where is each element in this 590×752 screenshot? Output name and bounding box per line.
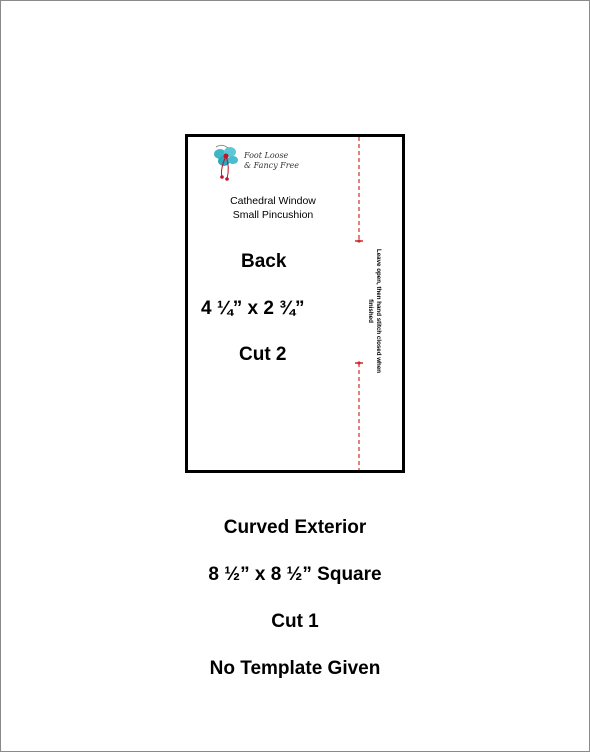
piece-name: Back <box>241 251 287 272</box>
logo-text-line2: & Fancy Free <box>244 161 299 170</box>
opening-markers <box>354 237 364 367</box>
logo-text-line1: Foot Loose <box>244 151 289 160</box>
exterior-piece-name: Curved Exterior <box>223 517 367 538</box>
exterior-template-note: No Template Given <box>209 658 381 679</box>
project-title-line2: Small Pincushion <box>232 209 314 221</box>
project-title-line1: Cathedral Window <box>230 195 316 207</box>
piece-cut-count: Cut 2 <box>239 344 287 365</box>
flower-icon <box>208 141 248 185</box>
piece-dimensions: 4 ¼” x 2 ¾” <box>201 298 305 319</box>
brand-logo <box>208 141 298 185</box>
seam-opening-note: Leave open, then hand stitch closed when finished <box>367 248 382 374</box>
exterior-cut-count: Cut 1 <box>271 611 319 632</box>
back-template <box>185 134 405 473</box>
exterior-dimensions: 8 ½” x 8 ½” Square <box>208 564 382 585</box>
